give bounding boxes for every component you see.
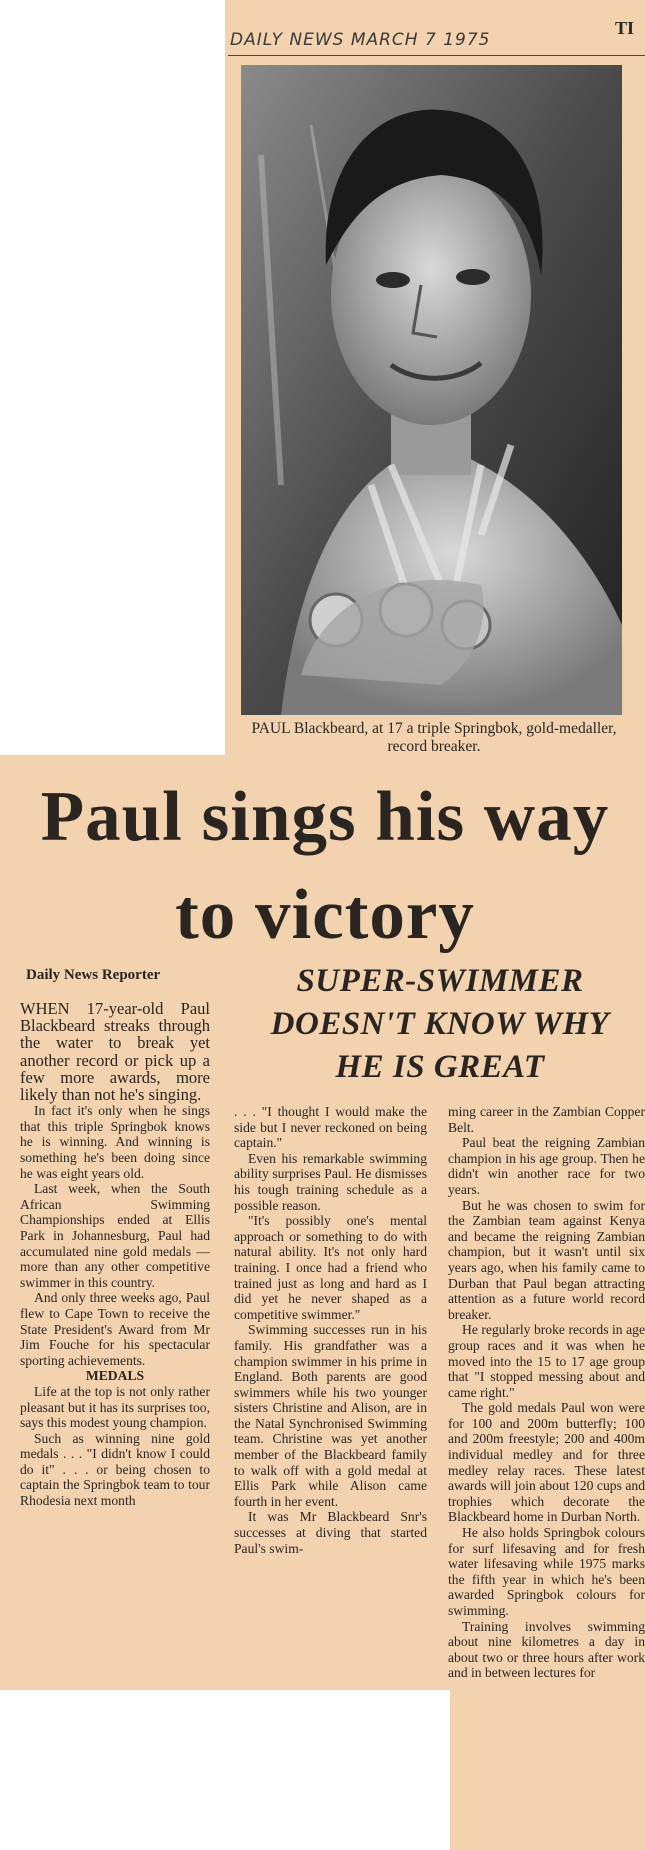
article-column-3	[448, 1104, 645, 1844]
article-headline: Paul sings his way to victory	[40, 778, 610, 954]
handwritten-date-note: DAILY NEWS MARCH 7 1975	[230, 30, 491, 50]
body-paragraph: Even his remarkable swimming ability surprises Paul. He dismisses his tough training schedule as a possible reason.	[234, 1150, 427, 1213]
masthead-rule	[228, 55, 645, 56]
body-paragraph: Paul beat the reigning Zambian champion in his age group. Then he didn't win another race for two years.	[448, 1135, 645, 1197]
article-column-2	[234, 1104, 427, 1556]
article-subhead: SUPER-SWIMMER DOESN'T KNOW WHY HE IS GREAT	[270, 963, 610, 1085]
body-paragraph: Life at the top is not only rather pleasant but it has its surprises too, says this modest young champion.	[20, 1383, 210, 1431]
body-paragraph: He also holds Springbok colours for surf lifesaving and for fresh water lifesaving while 1975 marks the fifth year in which he's been awarded Springbok colours for swimming.	[448, 1525, 645, 1618]
body-paragraph: Training involves swimming about nine kilometres a day in about two or three hours after work and in between lectures for	[448, 1618, 645, 1681]
body-paragraph: ming career in the Zambian Copper Belt.	[448, 1104, 645, 1135]
body-paragraph: The gold medals Paul won were for 100 and 200m butterfly; 100 and 200m freestyle; 200 and 400m individual medley and for three medley relay races. These latest awards will join about 120 cups and trophies which decorate the Blackbeard home in Durban North.	[448, 1400, 645, 1525]
byline: Daily News Reporter	[26, 967, 161, 983]
article-column-1	[20, 1000, 210, 1509]
body-paragraph: "It's possibly one's mental approach or something to do with natural ability. It's not only hard training. I once had a friend who trained just as long and hard as I did yet he never shaped as a competitive swimmer."	[234, 1213, 427, 1322]
swimmer-photo-illustration	[241, 65, 622, 715]
body-paragraph: . . . "I thought I would make the side but I never reckoned on being captain."	[234, 1104, 427, 1151]
photo-caption: PAUL Blackbeard, at 17 a triple Springbok, gold-medaller, record breaker.	[251, 720, 617, 755]
body-paragraph: He regularly broke records in age group races and it was when he moved into the 15 to 17 age group that "I stopped messing about and came right."	[448, 1322, 645, 1400]
lead-paragraph: WHEN 17-year-old Paul Blackbeard streaks through the water to break yet another record or pick up a few more awards, more likely than not he's singing.	[20, 999, 210, 1105]
body-paragraph: Such as winning nine gold medals . . . "I didn't know I could do it" . . . or being chosen to captain the Springbok team to tour Rhodesia next month	[20, 1430, 210, 1509]
body-paragraph: And only three weeks ago, Paul flew to Cape Town to receive the State President's Award from Mr Jim Fouche for his spectacular sporting achievements.	[20, 1290, 210, 1368]
body-paragraph: In fact it's only when he sings that this triple Springbok knows he is winning. And winning is something he's been doing since he was eight years old.	[20, 1103, 210, 1181]
crosshead-medals: MEDALS	[85, 1368, 145, 1384]
body-paragraph: It was Mr Blackbeard Snr's successes at diving that started Paul's swim-	[234, 1509, 427, 1556]
masthead-fragment: TI	[615, 18, 635, 38]
body-paragraph: Last week, when the South African Swimming Championships ended at Ellis Park in Johannesburg, Paul had accumulated nine gold medals — more than any other competitive swimmer in this country.	[20, 1181, 210, 1290]
body-paragraph: Swimming successes run in his family. His grandfather was a champion swimmer in his prime in England. Both parents are good swimmers while his two younger sisters Christine and Alison, are in the Natal Synchronised Swimming team. Christine was yet another member of the Blackbeard family to walk off with a gold medal at Ellis Park while Alison came fourth in her event.	[234, 1322, 427, 1509]
body-paragraph: But he was chosen to swim for the Zambian team against Kenya and became the reigning Zambian champion, but it wasn't until six years ago, when his family came to Durban that Paul began attracting attention as a future world record breaker.	[448, 1197, 645, 1322]
swimmer-photo	[241, 65, 622, 715]
